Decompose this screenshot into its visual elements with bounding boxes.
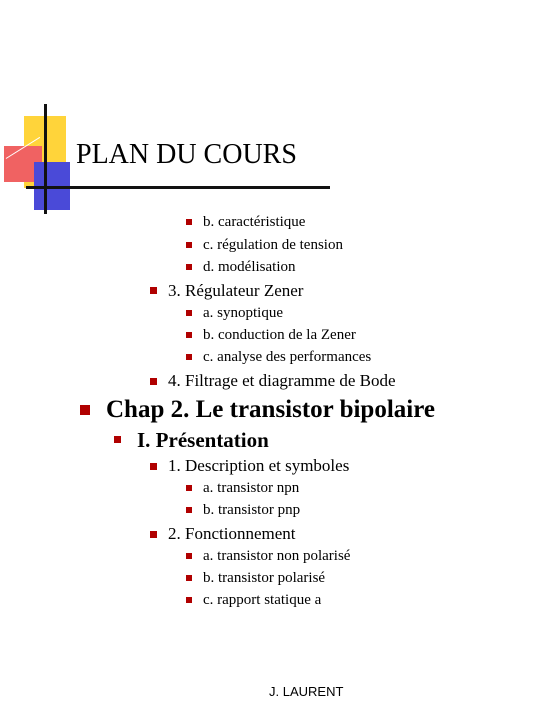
outline-subsection: 4. Filtrage et diagramme de Bode: [168, 371, 396, 390]
bullet-icon: [186, 575, 192, 581]
bullet-icon: [186, 553, 192, 559]
bullet-icon: [114, 436, 121, 443]
outline-item: a. transistor non polarisé: [203, 548, 351, 564]
outline-item: d. modélisation: [203, 259, 296, 275]
bullet-icon: [150, 378, 157, 385]
bullet-icon: [150, 531, 157, 538]
outline-item: c. régulation de tension: [203, 237, 343, 253]
section-heading: I. Présentation: [137, 428, 269, 452]
outline-item: c. rapport statique a: [203, 592, 322, 608]
outline-item: a. transistor npn: [203, 480, 300, 496]
chapter-heading: Chap 2. Le transistor bipolaire: [106, 396, 435, 423]
footer-author: J. LAURENT: [269, 684, 344, 699]
outline-item: b. conduction de la Zener: [203, 327, 356, 343]
bullet-icon: [186, 485, 192, 491]
bullet-icon: [186, 242, 192, 248]
outline-subsection: 2. Fonctionnement: [168, 524, 296, 543]
title-underline: [26, 186, 330, 189]
logo-vertical-line: [44, 104, 47, 214]
outline-item: b. transistor polarisé: [203, 570, 326, 586]
slide-title: PLAN DU COURS: [76, 139, 297, 170]
bullet-icon: [186, 310, 192, 316]
bullet-icon: [150, 463, 157, 470]
bullet-icon: [186, 332, 192, 338]
bullet-icon: [186, 354, 192, 360]
bullet-icon: [186, 597, 192, 603]
bullet-icon: [186, 507, 192, 513]
outline-item: c. analyse des performances: [203, 349, 372, 365]
bullet-icon: [186, 219, 192, 225]
outline-subsection: 1. Description et symboles: [168, 456, 350, 475]
outline-item: a. synoptique: [203, 305, 283, 321]
outline-subsection: 3. Régulateur Zener: [168, 281, 304, 300]
bullet-icon: [186, 264, 192, 270]
bullet-icon: [80, 405, 90, 415]
outline-item: b. transistor pnp: [203, 502, 301, 518]
bullet-icon: [150, 287, 157, 294]
outline-item: b. caractéristique: [203, 214, 306, 230]
